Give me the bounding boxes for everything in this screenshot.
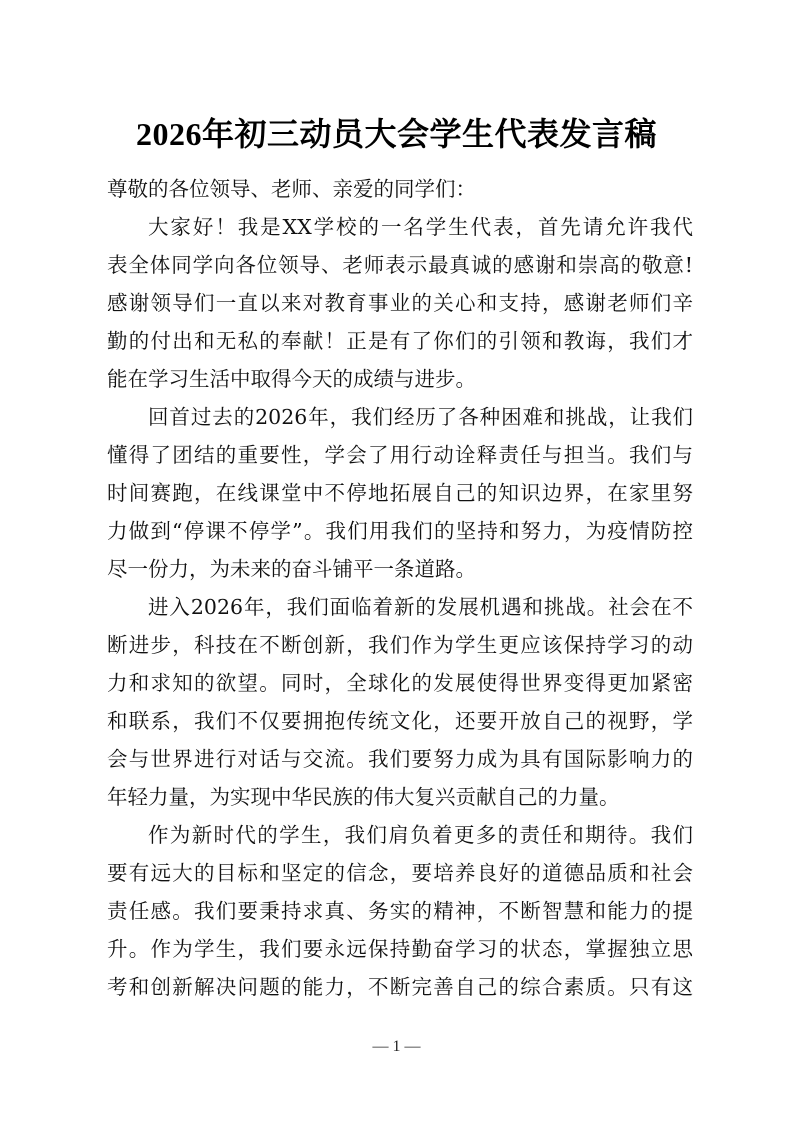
text-line: 力和求知的欲望。同时，全球化的发展使得世界变得更加紧密 xyxy=(107,671,693,695)
text-line: 时间赛跑，在线课堂中不停地拓展自己的知识边界，在家里努 xyxy=(107,481,693,505)
text-line: 作为新时代的学生，我们肩负着更多的责任和期待。我们 xyxy=(148,823,693,847)
text-line: 年轻力量，为实现中华民族的伟大复兴贡献自己的力量。 xyxy=(107,785,620,809)
document-body xyxy=(107,170,693,1006)
text-line: 懂得了团结的重要性，学会了用行动诠释责任与担当。我们与 xyxy=(107,443,693,467)
text-line: 感谢领导们一直以来对教育事业的关心和支持，感谢老师们辛 xyxy=(107,291,693,315)
page-number: — 1 — xyxy=(372,1038,421,1055)
text-line: 尽一份力，为未来的奋斗铺平一条道路。 xyxy=(107,557,476,581)
text-line: 能在学习生活中取得今天的成绩与进步。 xyxy=(107,367,476,391)
text-line: 和联系，我们不仅要拥抱传统文化，还要开放自己的视野，学 xyxy=(107,709,693,733)
text-line: 尊敬的各位领导、老师、亲爱的同学们： xyxy=(107,177,476,201)
text-line: 升。作为学生，我们要永远保持勤奋学习的状态，掌握独立思 xyxy=(107,937,693,961)
text-line: 断进步，科技在不断创新，我们作为学生更应该保持学习的动 xyxy=(107,633,693,657)
text-line: 力做到“停课不停学”。我们用我们的坚持和努力，为疫情防控 xyxy=(107,519,693,543)
text-line: 回首过去的2026年，我们经历了各种困难和挑战，让我们 xyxy=(148,405,693,429)
document-title: 2026年初三动员大会学生代表发言稿 xyxy=(135,116,657,152)
text-line: 勤的付出和无私的奉献！正是有了你们的引领和教诲，我们才 xyxy=(107,329,693,353)
text-line: 考和创新解决问题的能力，不断完善自己的综合素质。只有这 xyxy=(107,975,693,999)
text-line: 责任感。我们要秉持求真、务实的精神，不断智慧和能力的提 xyxy=(107,899,693,923)
text-line: 会与世界进行对话与交流。我们要努力成为具有国际影响力的 xyxy=(107,747,693,771)
text-line: 表全体同学向各位领导、老师表示最真诚的感谢和崇高的敬意! xyxy=(107,253,693,277)
text-line: 大家好！我是XX学校的一名学生代表，首先请允许我代 xyxy=(148,215,693,239)
text-line: 进入2026年，我们面临着新的发展机遇和挑战。社会在不 xyxy=(148,595,693,619)
text-line: 要有远大的目标和坚定的信念，要培养良好的道德品质和社会 xyxy=(107,861,693,885)
